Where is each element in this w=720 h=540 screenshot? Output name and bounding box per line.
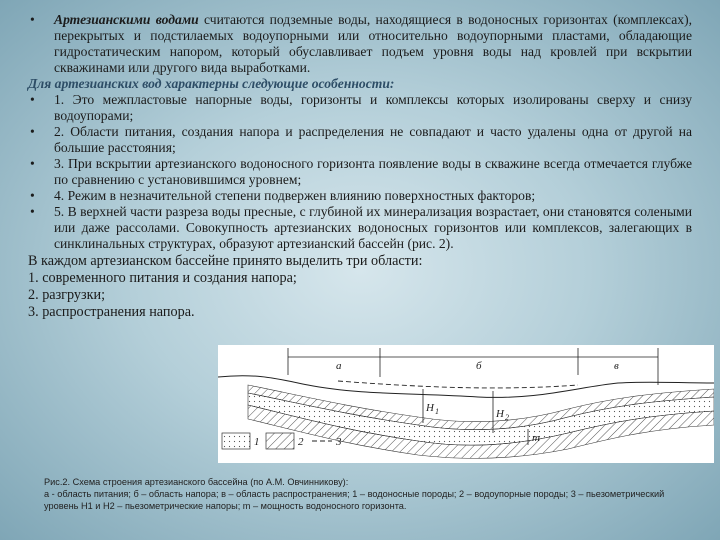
caption-legend-text: а - область питания; б – область напора; в – область распространения; 1 – водоносные породы; 2 – водоупорные породы; 3 – пьезометрический уровень Н1 и Н2 – пьезометрические напоры; m – мощность водоносного горизонта. <box>44 489 665 511</box>
legend-aquifer-swatch <box>222 433 250 449</box>
artesian-term: Артезианскими водами <box>54 12 199 27</box>
bullet-marker: • <box>30 124 35 139</box>
feature-item <box>28 188 692 204</box>
bullet-marker: • <box>30 156 35 171</box>
bullet-marker: • <box>30 188 35 203</box>
features-heading: Для артезианских вод характерны следующие особенности: <box>28 76 395 91</box>
area-item: 1. современного питания и создания напора; <box>28 270 297 286</box>
zone-a-label: а <box>336 360 342 372</box>
artesian-basin-diagram <box>218 345 714 463</box>
feature-text: 3. При вскрытии артезианского водоносного горизонта появление воды в скважине всегда отмечается глубже по сравнению с установившимся уровнем; <box>54 156 692 187</box>
bullet-marker: • <box>30 92 35 107</box>
intro-paragraph <box>28 12 692 76</box>
legend-label-2: 2 <box>298 436 304 448</box>
zone-v-label: в <box>614 360 619 372</box>
head-h2-label: H <box>496 408 504 420</box>
zone-dimension-lines <box>288 348 658 385</box>
head-h1-subscript: 1 <box>435 407 439 416</box>
document-body <box>28 12 692 321</box>
legend-label-1: 1 <box>254 436 260 448</box>
feature-item <box>28 124 692 156</box>
figure-caption <box>44 476 694 512</box>
legend-label-3: 3 <box>336 436 342 448</box>
feature-text: 5. В верхней части разреза воды пресные, с глубиной их минерализация возрастает, они становятся солеными или даже рассолами. Совокупность артезианских водоносных горизонтов или комплексов, залегающих в синклинальных структурах, образуют артезианский бассейн (рис. 2). <box>54 204 692 251</box>
artesian-basin-figure <box>218 345 714 463</box>
feature-text: 4. Режим в незначительной степени подвержен влиянию поверхностных факторов; <box>54 188 536 203</box>
feature-item <box>28 92 692 124</box>
zone-b-label: б <box>476 360 482 372</box>
bullet-marker: • <box>30 204 35 219</box>
piezometric-level <box>338 381 578 388</box>
intro-text: считаются подземные воды, находящиеся в водоносных горизонтах (комплексах), перекрытых и подстилаемых водоупорными или относительно водоупорными пластами, обладающие гидростатическим напором, который обуславливает подъем уровня воды над кровлей при вскрытии скважинами или другого вида выработками. <box>54 12 692 75</box>
thickness-m-label: m <box>532 432 540 444</box>
area-item: 2. разгрузки; <box>28 287 106 303</box>
bullet-marker: • <box>30 12 35 27</box>
area-item: 3. распространения напора. <box>28 304 195 320</box>
head-h1-label: H <box>426 402 434 414</box>
legend-aquiclude-swatch <box>266 433 294 449</box>
head-h2-subscript: 2 <box>505 413 509 422</box>
feature-text: 1. Это межпластовые напорные воды, горизонты и комплексы которых изолированы сверху и снизу водоупорами; <box>54 92 692 123</box>
feature-item <box>28 204 692 252</box>
areas-intro: В каждом артезианском бассейне принято выделить три области: <box>28 253 423 269</box>
feature-item <box>28 156 692 188</box>
caption-title: Рис.2. Схема строения артезианского бассейна (по А.М. Овчинникову): <box>44 477 349 487</box>
feature-text: 2. Области питания, создания напора и распределения не совпадают и часто удалены одна от другой на большие расстояния; <box>54 124 692 155</box>
